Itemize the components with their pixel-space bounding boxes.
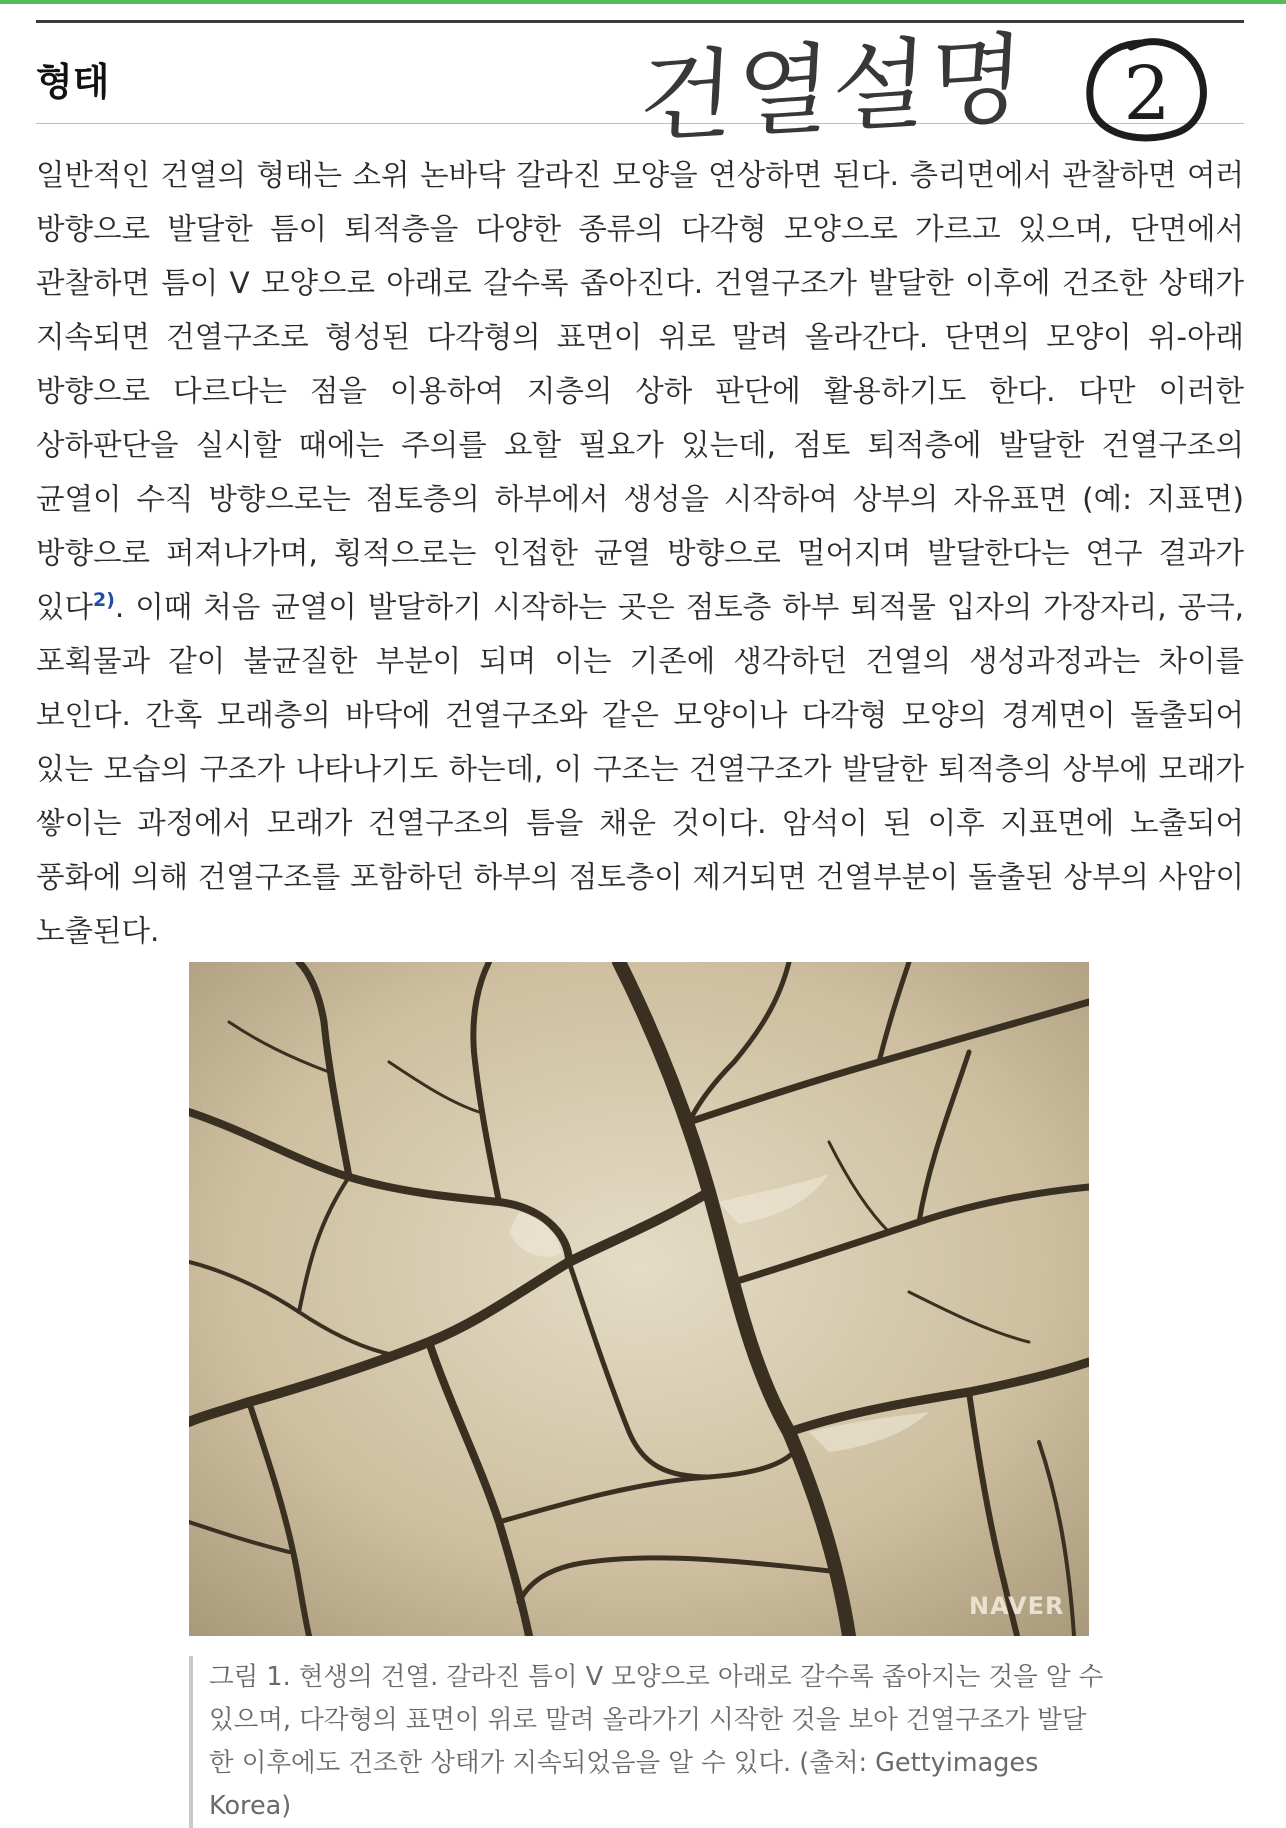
handwritten-annotation-text: 건열설명 [636,22,1029,157]
body-paragraph [36,148,1244,958]
handwritten-circled-number [1081,35,1213,147]
reference-link[interactable]: 2) [93,589,115,612]
figure-caption: 그림 1. 현생의 건열. 갈라진 틈이 V 모양으로 아래로 갈수록 좁아지는 것을 알 수 있으며, 다각형의 표면이 위로 말려 올라가기 시작한 것을 보아 건열구조가 발달한 이후에도 건조한 상태가 지속되었음을 알 수 있다. (출처: Gettyimages Korea) [189,1656,1109,1828]
article-section [36,20,1244,958]
dried-mud-cracks-photo [189,962,1089,1636]
photo-watermark: NAVER [969,1592,1065,1620]
section-heading: 형태 [36,60,110,104]
figure [189,962,1104,1828]
body-text-part-2: . 이때 처음 균열이 발달하기 시작하는 곳은 점토층 하부 퇴적물 입자의 가장자리, 공극, 포획물과 같이 불균질한 부분이 되며 이는 기존에 생각하던 건열의 생성과정과는 차이를 보인다. 간혹 모래층의 바닥에 건열구조와 같은 모양이나 다각형 모양의 경계면이 돌출되어 있는 모습의 구조가 나타나기도 하는데, 이 구조는 건열구조가 발달한 퇴적층의 상부에 모래가 쌓이는 과정에서 모래가 건열구조의 틈을 채운 것이다. 암석이 된 이후 지표면에 노출되어 풍화에 의해 건열구조를 포함하던 하부의 점토층이 제거되면 건열부분이 돌출된 상부의 사암이 노출된다. [36,590,1244,948]
handwritten-annotation [636,21,1236,157]
body-text-part-1: 일반적인 건열의 형태는 소위 논바닥 갈라진 모양을 연상하면 된다. 층리면에서 관찰하면 여러 방향으로 발달한 틈이 퇴적층을 다양한 종류의 다각형 모양으로 가르고 있으며, 단면에서 관찰하면 틈이 V 모양으로 아래로 갈수록 좁아진다. 건열구조가 발달한 이후에 건조한 상태가 지속되면 건열구조로 형성된 다각형의 표면이 위로 말려 올라간다. 단면의 모양이 위-아래 방향으로 다르다는 점을 이용하여 지층의 상하 판단에 활용하기도 한다. 다만 이러한 상하판단을 실시할 때에는 주의를 요할 필요가 있는데, 점토 퇴적층에 발달한 건열구조의 균열이 수직 방향으로는 점토층의 하부에서 생성을 시작하여 상부의 자유표면 (예: 지표면) 방향으로 퍼져나가며, 횡적으로는 인접한 균열 방향으로 멀어지며 발달한다는 연구 결과가 있다 [36,158,1244,624]
section-heading-row [36,22,1244,157]
top-accent-bar [0,0,1286,4]
handwritten-number: 2 [1123,51,1171,137]
